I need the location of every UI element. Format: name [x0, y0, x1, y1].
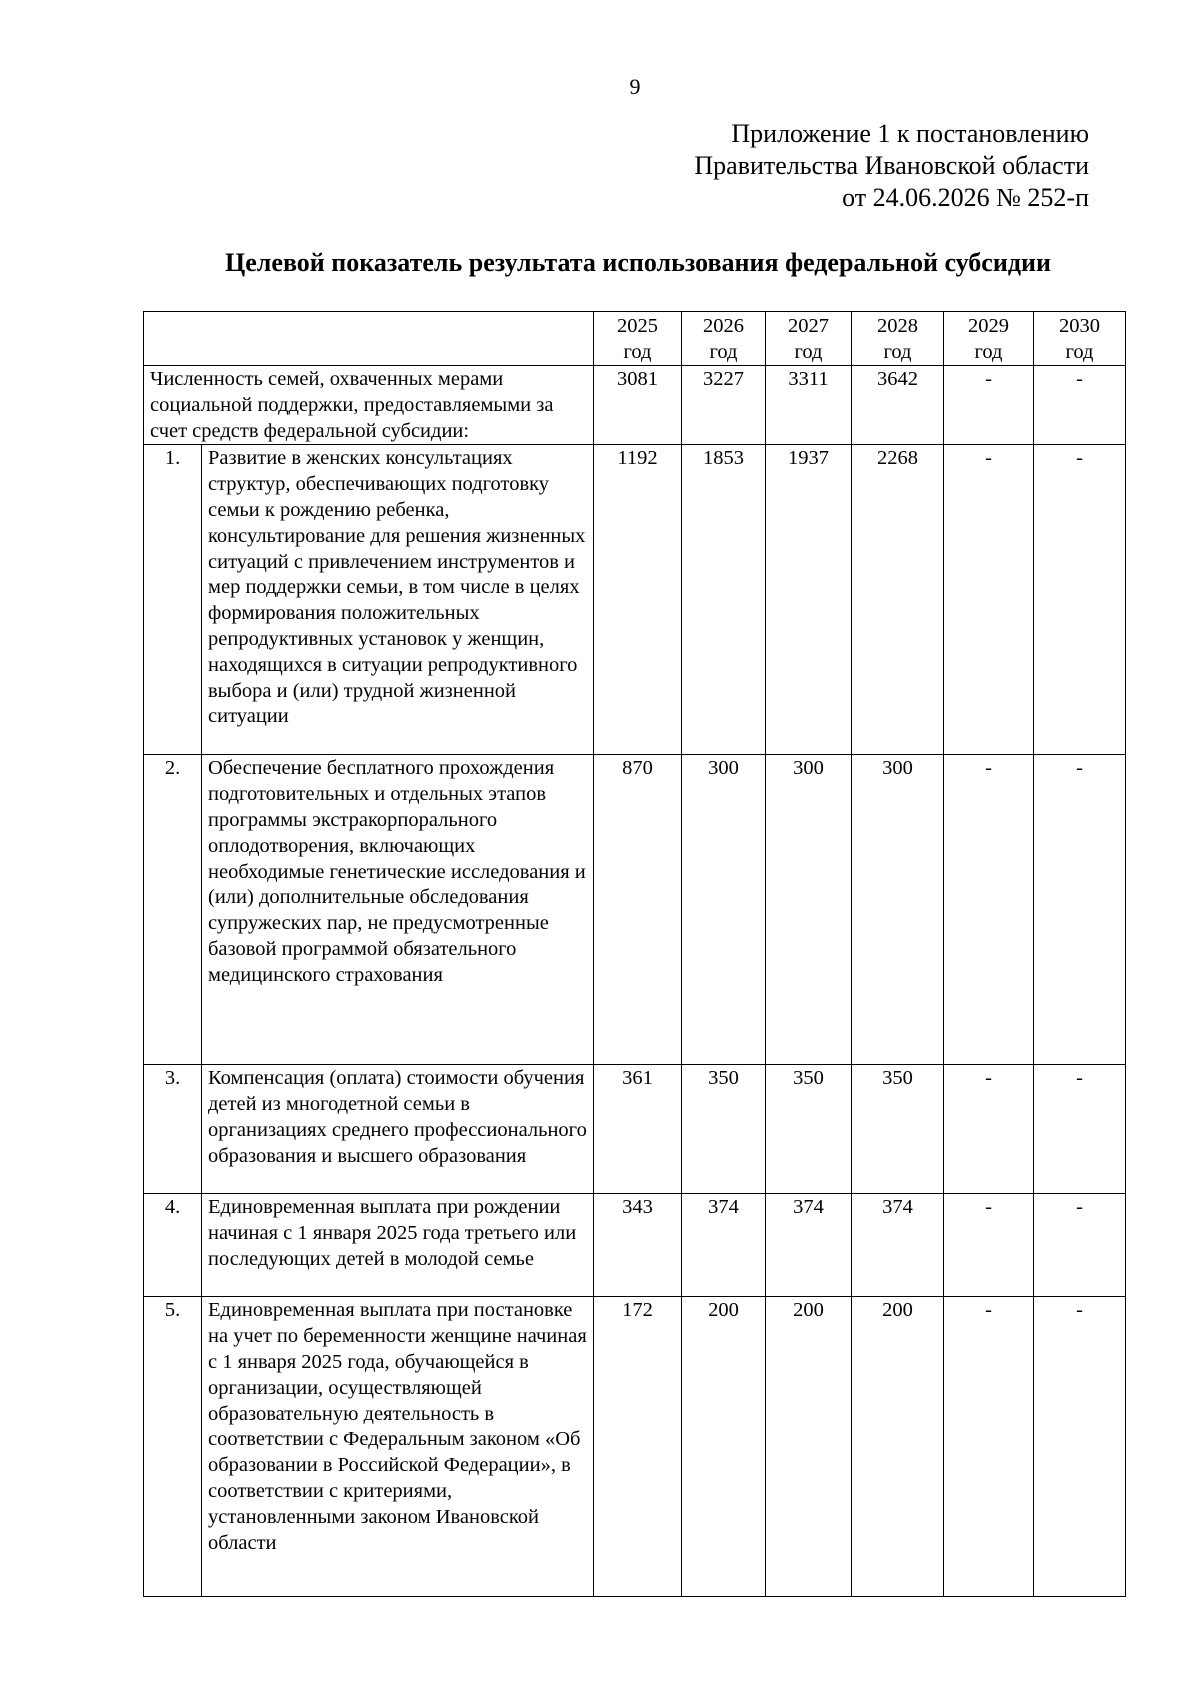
row-number: 2. — [144, 755, 202, 1065]
row-number: 4. — [144, 1194, 202, 1297]
value-cell: 343 — [594, 1194, 682, 1297]
value-cell: 1853 — [682, 445, 766, 755]
value-cell: 300 — [852, 755, 944, 1065]
page-number: 9 — [629, 74, 641, 99]
value-cell: 3081 — [594, 366, 682, 445]
table-row — [144, 755, 1126, 1065]
year-header-cell — [594, 312, 682, 366]
total-row — [144, 366, 1126, 445]
value-cell: 2268 — [852, 445, 944, 755]
document-title: Целевой показатель результата использования федеральной субсидии — [225, 248, 1051, 277]
row-number: 1. — [144, 445, 202, 755]
year-unit: год — [623, 341, 652, 363]
value-cell: 374 — [852, 1194, 944, 1297]
value-cell: - — [1034, 445, 1126, 755]
year-unit: год — [974, 341, 1003, 363]
value-cell: - — [944, 755, 1034, 1065]
appendix-line-1: Приложение 1 к постановлению — [731, 119, 1089, 148]
value-cell: 374 — [766, 1194, 852, 1297]
value-cell: 870 — [594, 755, 682, 1065]
row-label: Единовременная выплата при рождении начиная с 1 января 2025 года третьего или последующих детей в молодой семье — [202, 1194, 594, 1297]
row-label: Обеспечение бесплатного прохождения подготовительных и отдельных этапов программы экстракорпорального оплодотворения, включающих необходимые генетические исследования и (или) дополнительные обследования супружеских пар, не предусмотренные базовой программой обязательного медицинского страхования — [202, 755, 594, 1065]
row-number: 3. — [144, 1065, 202, 1194]
year-header-cell — [1034, 312, 1126, 366]
year-label: 2026 — [703, 315, 744, 337]
year-header-cell — [682, 312, 766, 366]
value-cell: - — [944, 366, 1034, 445]
year-header-cell — [766, 312, 852, 366]
value-cell: - — [1034, 1297, 1126, 1597]
year-unit: год — [709, 341, 738, 363]
value-cell: 374 — [682, 1194, 766, 1297]
value-cell: 200 — [766, 1297, 852, 1597]
value-cell: - — [944, 1194, 1034, 1297]
indicator-table — [143, 311, 1126, 1597]
value-cell: - — [944, 1297, 1034, 1597]
value-cell: 1937 — [766, 445, 852, 755]
appendix-header — [694, 118, 1089, 214]
header-empty-cell — [144, 312, 594, 366]
appendix-line-2: Правительства Ивановской области — [694, 151, 1089, 180]
year-label: 2030 — [1059, 315, 1100, 337]
value-cell: 1192 — [594, 445, 682, 755]
value-cell: 200 — [852, 1297, 944, 1597]
value-cell: - — [944, 445, 1034, 755]
row-label: Развитие в женских консультациях структур, обеспечивающих подготовку семьи к рождению ребенка, консультирование для решения жизненных ситуаций с привлечением инструментов и мер поддержки семьи, в том числе в целях формирования положительных репродуктивных установок у женщин, находящихся в ситуации репродуктивного выбора и (или) трудной жизненной ситуации — [202, 445, 594, 755]
year-label: 2028 — [877, 315, 918, 337]
value-cell: 300 — [682, 755, 766, 1065]
value-cell: 3642 — [852, 366, 944, 445]
value-cell: - — [1034, 1194, 1126, 1297]
value-cell: 361 — [594, 1065, 682, 1194]
year-header-cell — [852, 312, 944, 366]
row-label: Единовременная выплата при постановке на учет по беременности женщине начиная с 1 января 2025 года, обучающейся в организации, осуществляющей образовательную деятельность в соответствии с Федеральным законом «Об образовании в Российской Федерации», в соответствии с критериями, установленными законом Ивановской области — [202, 1297, 594, 1597]
header-row — [144, 312, 1126, 366]
value-cell: 350 — [766, 1065, 852, 1194]
value-cell: 350 — [682, 1065, 766, 1194]
total-label: Численность семей, охваченных мерами социальной поддержки, предоставляемыми за счет средств федеральной субсидии: — [144, 366, 594, 445]
value-cell: - — [1034, 755, 1126, 1065]
year-unit: год — [794, 341, 823, 363]
value-cell: 3227 — [682, 366, 766, 445]
value-cell: 300 — [766, 755, 852, 1065]
year-label: 2027 — [788, 315, 829, 337]
row-label: Компенсация (оплата) стоимости обучения детей из многодетной семьи в организациях среднего профессионального образования и высшего образования — [202, 1065, 594, 1194]
value-cell: - — [1034, 366, 1126, 445]
table-row — [144, 1297, 1126, 1597]
value-cell: 200 — [682, 1297, 766, 1597]
table-row — [144, 1065, 1126, 1194]
table-row — [144, 445, 1126, 755]
year-unit: год — [1065, 341, 1094, 363]
year-label: 2029 — [968, 315, 1009, 337]
value-cell: 172 — [594, 1297, 682, 1597]
year-label: 2025 — [617, 315, 658, 337]
year-unit: год — [883, 341, 912, 363]
value-cell: 3311 — [766, 366, 852, 445]
appendix-line-3: от 24.06.2026 № 252-п — [842, 183, 1089, 212]
value-cell: - — [944, 1065, 1034, 1194]
year-header-cell — [944, 312, 1034, 366]
value-cell: 350 — [852, 1065, 944, 1194]
table-row — [144, 1194, 1126, 1297]
row-number: 5. — [144, 1297, 202, 1597]
value-cell: - — [1034, 1065, 1126, 1194]
